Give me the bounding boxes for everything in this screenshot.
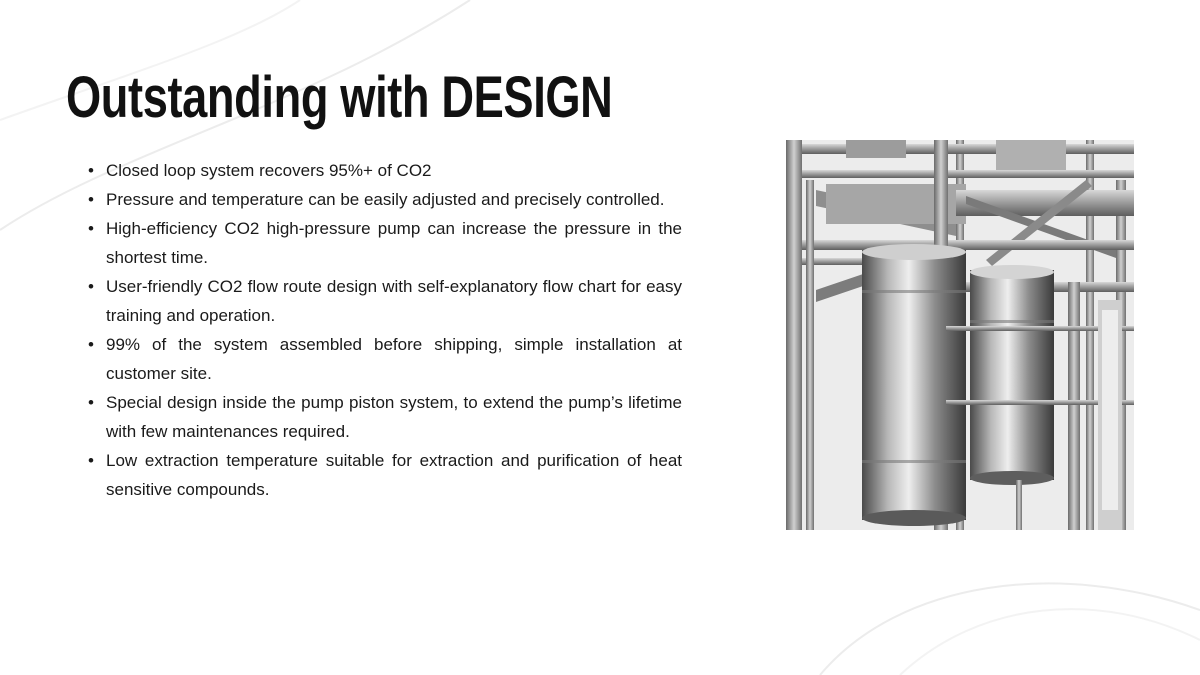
page-title: Outstanding with DESIGN (66, 65, 613, 130)
feature-list (88, 156, 682, 504)
list-item: • High-efficiency CO2 high-pressure pump can increase the pressure in the shortest time. (88, 214, 682, 272)
extraction-machine-image (786, 140, 1134, 530)
list-item: • Special design inside the pump piston system, to extend the pump’s lifetime with few maintenances required. (88, 388, 682, 446)
list-item: • Closed loop system recovers 95%+ of CO2 (88, 156, 682, 185)
list-item: • Low extraction temperature suitable for extraction and purification of heat sensitive compounds. (88, 446, 682, 504)
list-item: • 99% of the system assembled before shipping, simple installation at customer site. (88, 330, 682, 388)
list-item: • User-friendly CO2 flow route design with self-explanatory flow chart for easy training and operation. (88, 272, 682, 330)
list-item: • Pressure and temperature can be easily adjusted and precisely controlled. (88, 185, 682, 214)
